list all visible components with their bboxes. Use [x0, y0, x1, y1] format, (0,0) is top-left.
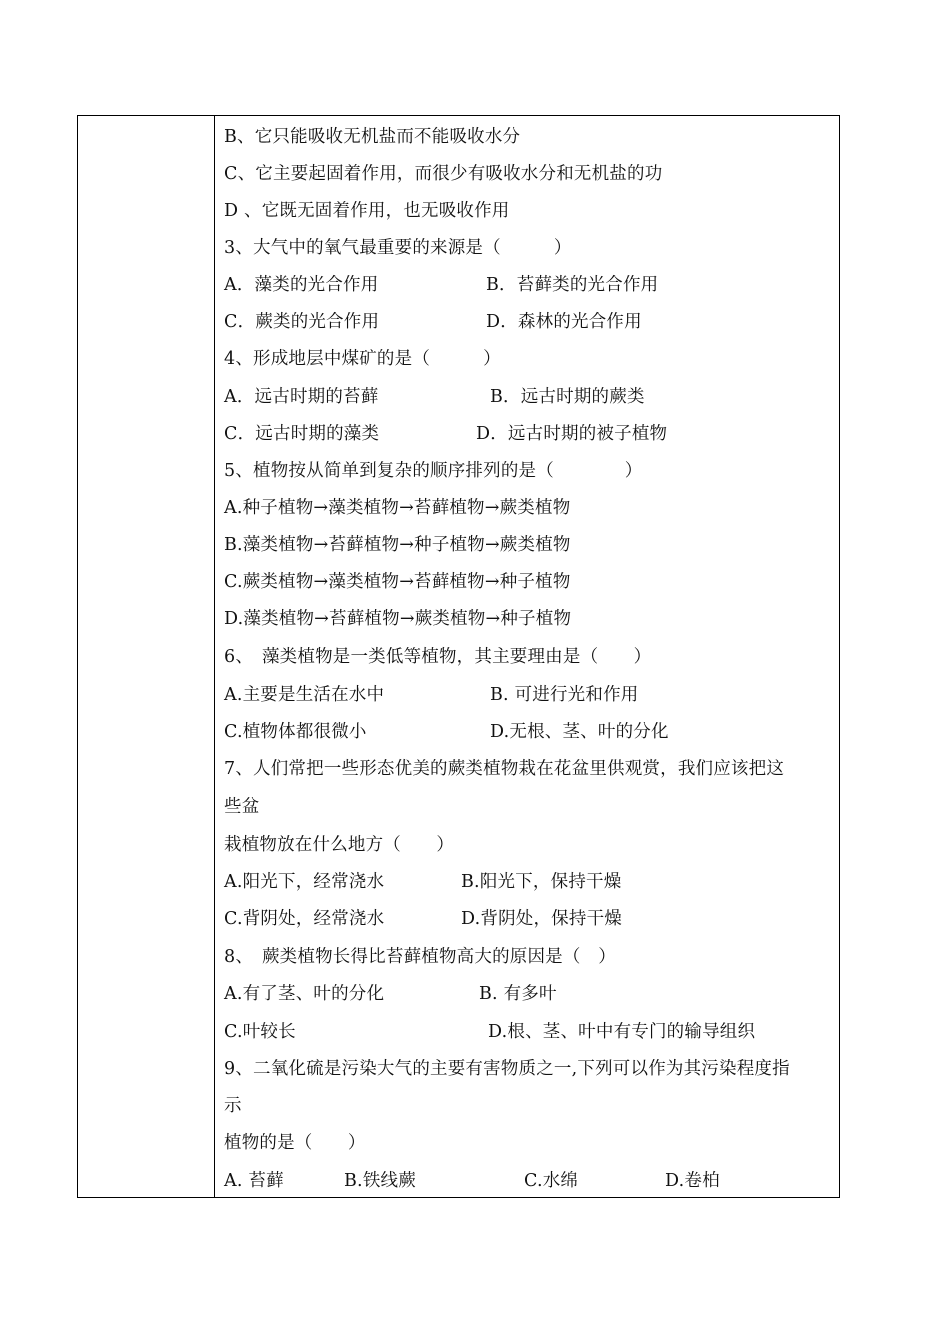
- line-text: D.藻类植物→苔藓植物→蕨类植物→种子植物: [224, 609, 572, 629]
- line-text: A.有了茎、叶的分化: [224, 984, 385, 1004]
- line-text: 6、 藻类植物是一类低等植物，其主要理由是（ ）: [224, 647, 652, 667]
- line-text: 5、植物按从简单到复杂的顺序排列的是（ ）: [224, 461, 643, 481]
- line-text: 8、 蕨类植物长得比苔藓植物高大的原因是（ ）: [224, 947, 616, 967]
- question-table: [77, 115, 840, 1198]
- option-text: B. 有多叶: [479, 984, 557, 1004]
- line-text: C、它主要起固着作用，而很少有吸收水分和无机盐的功: [224, 164, 663, 184]
- line-text: 9、二氧化硫是污染大气的主要有害物质之一,下列可以作为其污染程度指: [224, 1059, 790, 1079]
- option-text: D．远古时期的被子植物: [476, 424, 668, 444]
- option-text: D.背阴处，保持干燥: [461, 909, 622, 929]
- line-text: A．远古时期的苔藓: [224, 387, 379, 407]
- line-text: C.植物体都很微小: [224, 722, 367, 742]
- line-text: A.阳光下，经常浇水: [224, 872, 385, 892]
- line-text: 7、人们常把一些形态优美的蕨类植物栽在花盆里供观赏，我们应该把这: [224, 759, 785, 779]
- line-text: C．远古时期的藻类: [224, 424, 380, 444]
- line-text: C.背阴处，经常浇水: [224, 909, 385, 929]
- option-text: C.水绵: [524, 1171, 579, 1191]
- line-text: 些盆: [224, 797, 260, 817]
- line-text: A．藻类的光合作用: [224, 275, 379, 295]
- line-text: 3、大气中的氧气最重要的来源是（ ）: [224, 238, 572, 258]
- option-text: B．苔藓类的光合作用: [486, 275, 659, 295]
- option-text: B.阳光下，保持干燥: [461, 872, 622, 892]
- line-text: 植物的是（ ）: [224, 1133, 366, 1153]
- line-text: B.藻类植物→苔藓植物→种子植物→蕨类植物: [224, 535, 571, 555]
- option-text: D.卷柏: [665, 1171, 720, 1191]
- line-text: 栽植物放在什么地方（ ）: [224, 835, 455, 855]
- option-text: D.无根、茎、叶的分化: [490, 722, 669, 742]
- line-text: 示: [224, 1096, 242, 1116]
- line-text: C.叶较长: [224, 1022, 296, 1042]
- line-text: A.主要是生活在水中: [224, 685, 385, 705]
- line-text: A. 苔藓: [224, 1171, 284, 1191]
- line-text: B、它只能吸收无机盐而不能吸收水分: [224, 127, 521, 147]
- option-text: D．森林的光合作用: [486, 312, 642, 332]
- line-text: D 、它既无固着作用，也无吸收作用: [224, 201, 510, 221]
- line-text: A.种子植物→藻类植物→苔藓植物→蕨类植物: [224, 498, 571, 518]
- line-text: C.蕨类植物→藻类植物→苔藓植物→种子植物: [224, 572, 571, 592]
- option-text: B. 可进行光和作用: [490, 685, 639, 705]
- line-text: 4、形成地层中煤矿的是（ ）: [224, 349, 501, 369]
- option-text: D.根、茎、叶中有专门的输导组织: [488, 1022, 756, 1042]
- option-text: B．远古时期的蕨类: [490, 387, 645, 407]
- line-text: C．蕨类的光合作用: [224, 312, 380, 332]
- column-divider: [214, 116, 215, 1197]
- option-text: B.铁线蕨: [344, 1171, 416, 1191]
